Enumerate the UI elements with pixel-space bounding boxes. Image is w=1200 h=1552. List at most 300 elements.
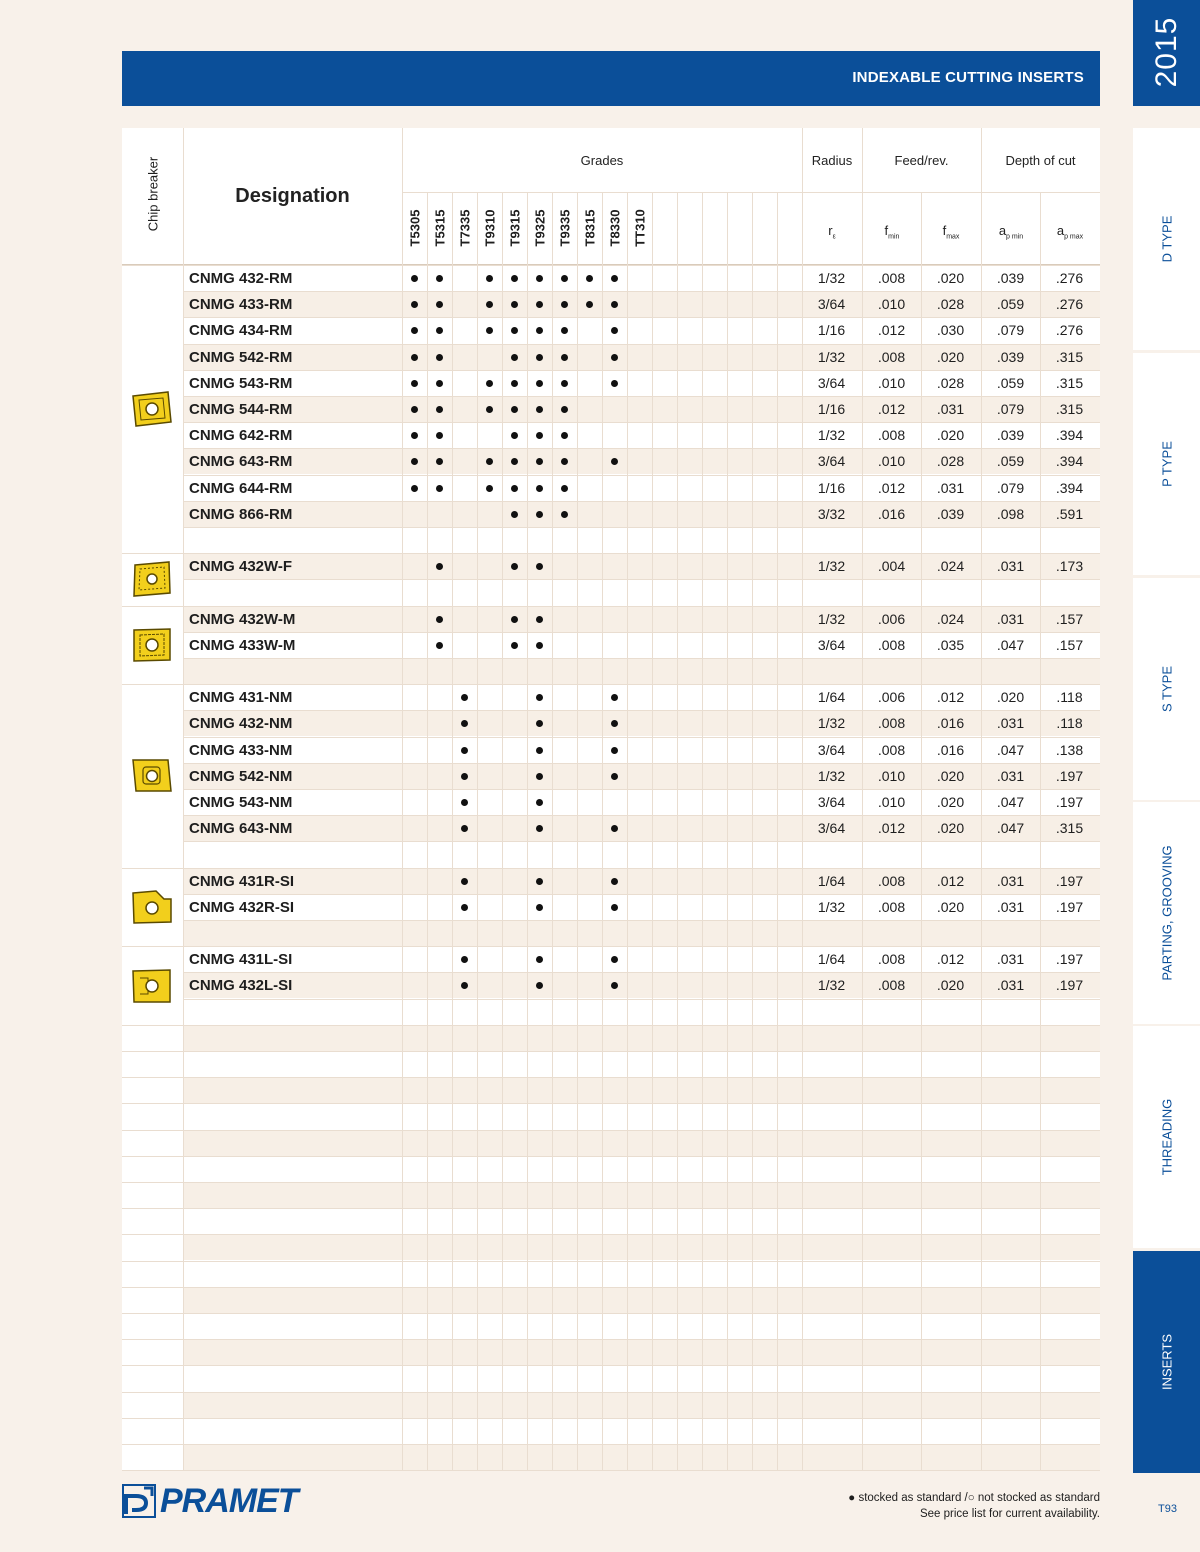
- row-divider: [183, 291, 1100, 292]
- stock-dot: [561, 327, 568, 334]
- stock-dot: [561, 406, 568, 413]
- stock-dot: [536, 432, 543, 439]
- row-divider: [183, 710, 1100, 711]
- designation-cell: CNMG 432R-SI: [189, 898, 295, 916]
- apmin-symbol: $a_{p min}$: [998, 223, 1024, 241]
- fmin-cell: .010: [877, 794, 906, 810]
- designation-cell: CNMG 542-RM: [189, 348, 293, 366]
- row-divider: [183, 684, 1100, 685]
- fmax-cell: .028: [936, 453, 965, 470]
- designation-header: Designation: [235, 185, 350, 207]
- radius-header: Radius: [811, 153, 853, 168]
- designation-cell: CNMG 543-RM: [189, 374, 293, 392]
- designation-cell: CNMG 643-RM: [189, 453, 293, 471]
- group-divider: [122, 1025, 183, 1026]
- apmin-cell: .039: [996, 348, 1025, 365]
- grade-header-tt310: TT310: [632, 209, 647, 247]
- group-divider: [122, 1470, 183, 1471]
- insert-nm-icon: [130, 756, 174, 796]
- stock-dot: [561, 354, 568, 361]
- radius-cell: 3/64: [817, 453, 846, 470]
- designation-cell: CNMG 432W-M: [189, 610, 296, 628]
- apmax-cell: .138: [1055, 741, 1084, 758]
- header-divider: [122, 264, 1100, 265]
- grade-header-t9325: T9325: [532, 209, 547, 247]
- row-stripe: [183, 1182, 1100, 1208]
- stock-dot: [536, 354, 543, 361]
- stock-dot: [586, 275, 593, 282]
- apmax-cell: .276: [1055, 322, 1084, 339]
- tab-s-type[interactable]: S TYPE: [1133, 578, 1200, 800]
- row-divider: [183, 894, 1100, 895]
- fmax-cell: .020: [936, 348, 965, 365]
- fmax-cell: .031: [936, 401, 965, 417]
- row-divider: [183, 501, 1100, 502]
- stock-dot: [611, 747, 618, 754]
- fmax-cell: .016: [936, 715, 965, 732]
- apmax-cell: .315: [1055, 820, 1084, 837]
- radius-cell: 3/64: [817, 820, 846, 837]
- stock-dot: [436, 275, 443, 282]
- group-divider: [122, 1156, 183, 1157]
- row-divider: [183, 1025, 1100, 1026]
- row-divider: [183, 1418, 1100, 1419]
- apmin-cell: .031: [996, 715, 1025, 732]
- fmin-cell: .008: [877, 636, 906, 653]
- fmin-cell: .012: [877, 401, 906, 417]
- row-divider: [183, 553, 1100, 554]
- stock-dot: [511, 485, 518, 492]
- fmin-cell: .016: [877, 505, 906, 522]
- group-divider: [122, 946, 183, 947]
- row-divider: [183, 841, 1100, 842]
- apmax-cell: .118: [1056, 715, 1083, 732]
- fmax-cell: .035: [936, 636, 965, 653]
- column-divider: [602, 192, 603, 1470]
- row-divider: [183, 1051, 1100, 1052]
- apmin-cell: .059: [996, 374, 1025, 391]
- radius-cell: 1/32: [817, 715, 846, 732]
- stock-dot: [436, 485, 443, 492]
- grade-header-t5315: T5315: [432, 209, 447, 247]
- apmin-cell: .031: [996, 558, 1025, 575]
- radius-cell: 1/64: [817, 689, 846, 706]
- fmin-cell: .012: [877, 322, 906, 339]
- fmax-cell: .012: [936, 872, 965, 889]
- row-stripe: [183, 920, 1100, 946]
- radius-cell: 3/64: [817, 296, 846, 313]
- row-divider: [183, 1261, 1100, 1262]
- group-divider: [122, 606, 183, 607]
- row-divider: [183, 1234, 1100, 1235]
- stock-dot: [436, 327, 443, 334]
- depth-header: Depth of cut: [1005, 153, 1076, 168]
- apmin-cell: .031: [996, 977, 1025, 994]
- row-divider: [183, 999, 1100, 1000]
- designation-cell: CNMG 433W-M: [189, 636, 296, 654]
- apmin-cell: .059: [996, 296, 1025, 313]
- grade-header-t8315: T8315: [582, 209, 597, 247]
- insert-wm-icon: [130, 625, 174, 665]
- stock-dot: [411, 354, 418, 361]
- apmin-cell: .047: [996, 794, 1025, 810]
- fmax-cell: .020: [936, 898, 965, 915]
- brand-name: PRAMET: [160, 1482, 298, 1520]
- row-stripe: [183, 1392, 1100, 1418]
- legend: [848, 1490, 1100, 1522]
- stock-dot: [436, 642, 443, 649]
- row-divider: [183, 422, 1100, 423]
- tab-p-type[interactable]: P TYPE: [1133, 353, 1200, 575]
- row-divider: [183, 868, 1100, 869]
- group-divider: [122, 1182, 183, 1183]
- year-label: 2015: [1149, 16, 1183, 88]
- group-divider: [122, 1077, 183, 1078]
- radius-cell: 3/64: [817, 636, 846, 653]
- row-divider: [183, 1208, 1100, 1209]
- stock-dot: [611, 956, 618, 963]
- fmax-cell: .039: [936, 505, 965, 522]
- group-divider: [122, 684, 183, 685]
- designation-cell: CNMG 642-RM: [189, 427, 293, 445]
- tab-parting-grooving[interactable]: PARTING, GROOVING: [1133, 802, 1200, 1024]
- row-divider: [183, 920, 1100, 921]
- stock-dot: [436, 406, 443, 413]
- apmin-cell: .079: [996, 322, 1025, 339]
- apmax-cell: .197: [1055, 977, 1084, 994]
- designation-cell: CNMG 432-NM: [189, 715, 293, 733]
- grade-header-t9310: T9310: [482, 209, 497, 247]
- stock-dot: [511, 616, 518, 623]
- stock-dot: [536, 956, 543, 963]
- stock-dot: [561, 380, 568, 387]
- apmin-cell: .079: [996, 479, 1025, 496]
- row-divider: [183, 1156, 1100, 1157]
- fmin-cell: .012: [877, 820, 906, 837]
- stock-dot: [561, 511, 568, 518]
- grade-header-t7335: T7335: [457, 209, 472, 247]
- column-divider: [477, 192, 478, 1470]
- stock-dot: [411, 327, 418, 334]
- designation-cell: CNMG 432-RM: [189, 270, 293, 287]
- grade-header-t5305: T5305: [407, 209, 422, 247]
- row-stripe: [183, 1444, 1100, 1470]
- radius-cell: 3/64: [817, 741, 846, 758]
- row-divider: [183, 789, 1100, 790]
- apmax-cell: .315: [1055, 401, 1084, 417]
- radius-cell: 1/32: [817, 348, 846, 365]
- row-divider: [183, 1313, 1100, 1314]
- radius-cell: 1/32: [817, 270, 846, 286]
- apmax-cell: .394: [1055, 453, 1084, 470]
- group-divider: [122, 1313, 183, 1314]
- apmin-cell: .047: [996, 820, 1025, 837]
- designation-cell: CNMG 433-RM: [189, 296, 293, 314]
- grades-header-divider: [402, 192, 1100, 193]
- stock-dot: [611, 694, 618, 701]
- apmax-cell: .197: [1055, 872, 1084, 889]
- pramet-logo: [122, 1484, 312, 1518]
- insert-wf-icon: [130, 559, 174, 599]
- stock-dot: [536, 380, 543, 387]
- fmax-cell: .020: [936, 270, 965, 286]
- group-divider: [122, 553, 183, 554]
- apmin-cell: .047: [996, 636, 1025, 653]
- row-divider: [183, 265, 1100, 266]
- stock-dot: [511, 642, 518, 649]
- fmin-cell: .010: [877, 453, 906, 470]
- grades-header: Grades: [580, 153, 624, 168]
- apmin-cell: .020: [996, 689, 1025, 706]
- column-divider: [727, 192, 728, 1470]
- legend-availability: See price list for current availability.: [919, 1508, 1100, 1520]
- row-divider: [183, 1365, 1100, 1366]
- row-stripe: [183, 1025, 1100, 1051]
- radius-symbol: $r_\varepsilon$: [828, 223, 836, 241]
- tab-d-type[interactable]: D TYPE: [1133, 128, 1200, 350]
- year-badge: [1133, 0, 1200, 106]
- fmax-cell: .024: [936, 558, 965, 575]
- fmin-cell: .012: [877, 479, 906, 496]
- column-divider: [452, 192, 453, 1470]
- row-stripe: [183, 1234, 1100, 1260]
- row-stripe: [183, 1339, 1100, 1365]
- stock-dot: [536, 799, 543, 806]
- row-divider: [183, 1182, 1100, 1183]
- row-divider: [183, 972, 1100, 973]
- group-divider: [122, 1365, 183, 1366]
- apmin-cell: .079: [996, 401, 1025, 417]
- stock-dot: [461, 694, 468, 701]
- fmin-symbol: $f_{min}$: [884, 223, 900, 241]
- designation-cell: CNMG 431-NM: [189, 689, 293, 707]
- stock-dot: [461, 956, 468, 963]
- row-divider: [183, 658, 1100, 659]
- apmax-cell: .394: [1055, 479, 1084, 496]
- row-stripe: [183, 1077, 1100, 1103]
- stock-dot: [536, 616, 543, 623]
- designation-cell: CNMG 432L-SI: [189, 977, 293, 995]
- column-divider: [552, 192, 553, 1470]
- fmax-cell: .012: [936, 951, 965, 968]
- group-divider: [122, 265, 183, 266]
- column-divider: [652, 192, 653, 1470]
- stock-dot: [486, 406, 493, 413]
- stock-dot: [536, 327, 543, 334]
- stock-dot: [511, 511, 518, 518]
- fmin-cell: .008: [877, 872, 906, 889]
- fmin-cell: .004: [877, 558, 906, 575]
- stock-dot: [461, 799, 468, 806]
- row-stripe: [183, 658, 1100, 684]
- row-divider: [183, 370, 1100, 371]
- stock-dot: [436, 616, 443, 623]
- stock-dot: [611, 878, 618, 885]
- radius-cell: 1/16: [817, 479, 846, 496]
- fmin-cell: .008: [877, 977, 906, 994]
- stock-dot: [461, 747, 468, 754]
- stock-dot: [436, 432, 443, 439]
- designation-cell: CNMG 542-NM: [189, 767, 293, 785]
- fmax-cell: .031: [936, 479, 965, 496]
- column-divider: [752, 192, 753, 1470]
- fmin-cell: .008: [877, 270, 906, 286]
- apmax-cell: .276: [1055, 270, 1084, 286]
- stock-dot: [436, 380, 443, 387]
- stock-dot: [486, 275, 493, 282]
- apmax-cell: .197: [1055, 951, 1084, 968]
- stock-dot: [511, 432, 518, 439]
- group-divider: [122, 1234, 183, 1235]
- stock-dot: [561, 275, 568, 282]
- apmin-cell: .039: [996, 270, 1025, 286]
- legend-stock: ● stocked as standard /○ not stocked as standard: [848, 1492, 1100, 1504]
- radius-cell: 3/64: [817, 374, 846, 391]
- fmax-cell: .016: [936, 741, 965, 758]
- row-divider: [183, 1103, 1100, 1104]
- fmax-cell: .020: [936, 820, 965, 837]
- group-divider: [122, 1392, 183, 1393]
- tab-threading[interactable]: THREADING: [1133, 1026, 1200, 1248]
- fmin-cell: .008: [877, 348, 906, 365]
- designation-cell: CNMG 644-RM: [189, 479, 293, 497]
- stock-dot: [511, 406, 518, 413]
- stock-dot: [536, 275, 543, 282]
- radius-cell: 3/64: [817, 794, 846, 810]
- apmin-cell: .039: [996, 427, 1025, 444]
- designation-cell: CNMG 434-RM: [189, 322, 293, 340]
- group-divider: [122, 1444, 183, 1445]
- stock-dot: [536, 747, 543, 754]
- grade-header-t9335: T9335: [557, 209, 572, 247]
- column-divider: [402, 128, 403, 1470]
- apmin-cell: .031: [996, 951, 1025, 968]
- fmin-cell: .008: [877, 715, 906, 732]
- stock-dot: [536, 878, 543, 885]
- apmax-cell: .173: [1055, 558, 1084, 575]
- radius-cell: 1/16: [817, 322, 846, 339]
- apmax-cell: .197: [1055, 794, 1084, 810]
- apmax-cell: .276: [1055, 296, 1084, 313]
- row-divider: [183, 1470, 1100, 1471]
- fmin-cell: .006: [877, 610, 906, 627]
- feed-header: Feed/rev.: [894, 153, 949, 168]
- stock-dot: [511, 327, 518, 334]
- stock-dot: [561, 432, 568, 439]
- radius-cell: 1/32: [817, 427, 846, 444]
- row-divider: [183, 579, 1100, 580]
- row-divider: [183, 396, 1100, 397]
- row-divider: [183, 946, 1100, 947]
- stock-dot: [536, 773, 543, 780]
- grade-header-t8330: T8330: [607, 209, 622, 247]
- apmax-cell: .591: [1055, 505, 1084, 522]
- designation-cell: CNMG 433-NM: [189, 741, 293, 759]
- apmax-cell: .197: [1055, 898, 1084, 915]
- stock-dot: [486, 380, 493, 387]
- stock-dot: [536, 406, 543, 413]
- radius-cell: 1/64: [817, 951, 846, 968]
- designation-cell: CNMG 544-RM: [189, 401, 293, 418]
- row-divider: [183, 737, 1100, 738]
- fmin-cell: .006: [877, 689, 906, 706]
- apmin-cell: .031: [996, 898, 1025, 915]
- apmin-cell: .031: [996, 767, 1025, 784]
- stock-dot: [536, 511, 543, 518]
- designation-cell: CNMG 866-RM: [189, 505, 293, 523]
- apmin-cell: .098: [996, 505, 1025, 522]
- header-banner: [122, 51, 1100, 106]
- stock-dot: [461, 773, 468, 780]
- column-divider: [577, 192, 578, 1470]
- tab-inserts[interactable]: INSERTS: [1133, 1251, 1200, 1473]
- stock-dot: [611, 773, 618, 780]
- stock-dot: [461, 878, 468, 885]
- group-divider: [122, 1339, 183, 1340]
- stock-dot: [611, 380, 618, 387]
- row-divider: [183, 1077, 1100, 1078]
- apmax-cell: .394: [1055, 427, 1084, 444]
- apmax-cell: .197: [1055, 767, 1084, 784]
- row-stripe: [183, 1130, 1100, 1156]
- fmin-cell: .008: [877, 951, 906, 968]
- row-divider: [183, 527, 1100, 528]
- radius-cell: 1/32: [817, 767, 846, 784]
- stock-dot: [611, 354, 618, 361]
- fmin-cell: .008: [877, 427, 906, 444]
- row-divider: [183, 475, 1100, 476]
- stock-dot: [411, 485, 418, 492]
- column-divider: [502, 192, 503, 1470]
- stock-dot: [411, 380, 418, 387]
- column-divider: [677, 192, 678, 1470]
- column-divider: [527, 192, 528, 1470]
- fmax-cell: .020: [936, 794, 965, 810]
- stock-dot: [511, 380, 518, 387]
- group-divider: [122, 1287, 183, 1288]
- stock-dot: [536, 642, 543, 649]
- radius-cell: 3/32: [817, 505, 846, 522]
- pramet-logo-icon: [122, 1484, 156, 1518]
- stock-dot: [486, 327, 493, 334]
- column-divider: [777, 192, 778, 1470]
- column-divider: [627, 192, 628, 1470]
- stock-dot: [461, 904, 468, 911]
- apmax-cell: .315: [1055, 348, 1084, 365]
- designation-cell: CNMG 643-NM: [189, 820, 293, 838]
- row-divider: [183, 317, 1100, 318]
- row-divider: [183, 448, 1100, 449]
- apmin-cell: .059: [996, 453, 1025, 470]
- group-divider: [122, 1418, 183, 1419]
- fmin-cell: .010: [877, 767, 906, 784]
- fmax-symbol: $f_{max}$: [942, 223, 960, 241]
- fmax-cell: .020: [936, 427, 965, 444]
- fmax-cell: .024: [936, 610, 965, 627]
- radius-cell: 1/32: [817, 558, 846, 575]
- group-divider: [122, 1130, 183, 1131]
- stock-dot: [611, 327, 618, 334]
- apmax-cell: .118: [1056, 689, 1083, 706]
- stock-dot: [486, 485, 493, 492]
- apmin-cell: .031: [996, 610, 1025, 627]
- fmax-cell: .028: [936, 296, 965, 313]
- page-title: INDEXABLE CUTTING INSERTS: [852, 69, 1084, 86]
- radius-cell: 1/16: [817, 401, 846, 417]
- chip-breaker-header: Chip breaker: [145, 156, 161, 232]
- column-divider: [702, 192, 703, 1470]
- apmax-cell: .157: [1055, 636, 1084, 653]
